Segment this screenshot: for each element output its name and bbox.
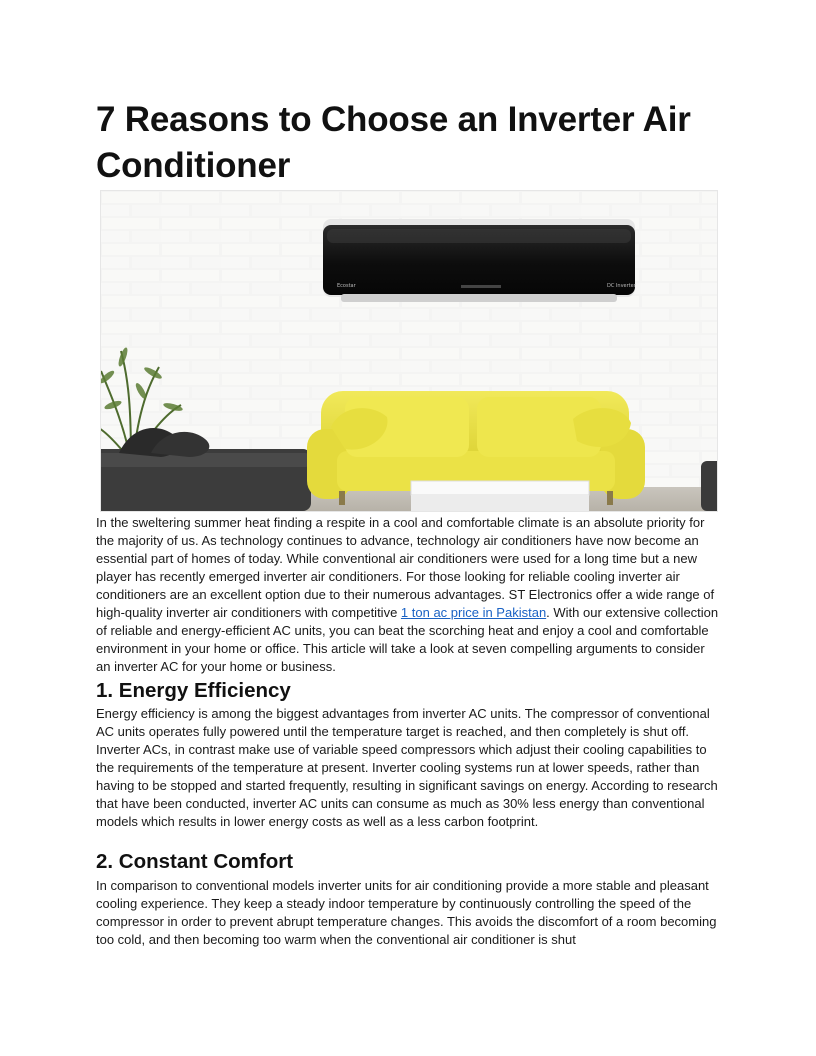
section-body-energy-efficiency: Energy efficiency is among the biggest advantages from inverter AC units. The compressor of conventional AC units operates fully powered until the temperature target is reached, and then completely is shut off. Inverter ACs, in contrast make use of variable speed compressors which adjust their cooling capabilities to the requirements of the temperature at present. Inverter cooling systems run at lower speeds, rather than having to be stopped and started frequently, resulting in significant savings on energy. According to research that have been conducted, inverter AC units can consume as much as 30% less energy than conventional models which results in lower energy costs as well as a less carbon footprint. [96, 706, 718, 829]
ac-price-link[interactable]: 1 ton ac price in Pakistan [400, 605, 547, 620]
ac-model-label: DC Inverter [607, 283, 636, 289]
air-conditioner-unit [323, 219, 637, 302]
section-heading-energy-efficiency: 1. Energy Efficiency [96, 679, 291, 702]
section-heading-constant-comfort: 2. Constant Comfort [96, 850, 294, 873]
intro-paragraph: In the sweltering summer heat finding a respite in a cool and comfortable climate is an absolute priority for the majority of us. As technology continues to advance, technology air conditioners have now become an essential part of homes of today. While conventional air conditioners were used for a long time but a new player has recently emerged inverter air conditioners. For those looking for reliable cooling inverter air conditioners are an excellent option due to their numerous advantages. ST Electronics offer a wide range of high-quality inverter air conditioners with competitive 1 ton ac price in Pakistan. With our extensive collection of reliable and energy-efficient AC units, you can beat the scorching heat and enjoy a cool and comfortable environment in your home or office. This article will take a look at seven compelling arguments to consider an inverter AC for your home or business. [96, 515, 719, 674]
section-body-constant-comfort: In comparison to conventional models inverter units for air conditioning provide a more stable and pleasant cooling experience. They keep a steady indoor temperature by continuously controlling the speed of the compressor in order to prevent abrupt temperature changes. This avoids the discomfort of a room becoming too cold, and then becoming too warm when the conventional air conditioner is shut [96, 878, 717, 947]
ac-brand-label: Ecostar [337, 283, 356, 289]
hero-image [100, 190, 718, 512]
coffee-table [411, 481, 589, 511]
armchair [701, 461, 717, 511]
article-title: 7 Reasons to Choose an Inverter Air Conditioner [96, 100, 691, 185]
